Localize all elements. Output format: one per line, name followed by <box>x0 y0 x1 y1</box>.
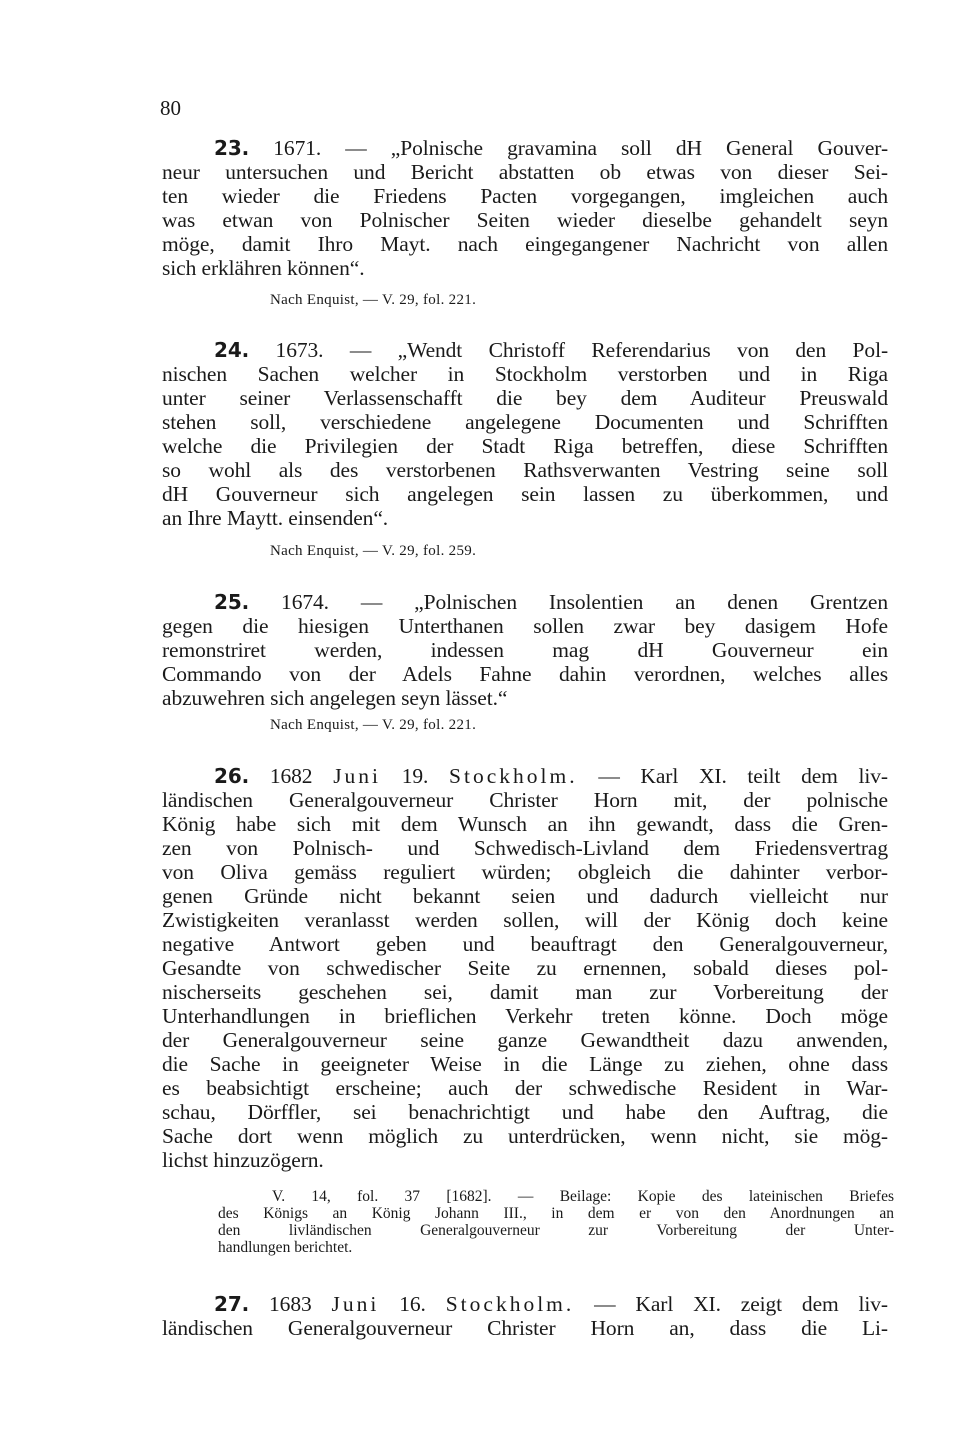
month: Juni <box>331 1292 380 1316</box>
text-line: Zwistigkeiten veranlasst werden sollen, will der König doch keine <box>162 908 888 932</box>
text-line: schau, Dörffler, sei benachrichtigt und habe den Auftrag, die <box>162 1100 888 1124</box>
text-line: möge, damit Ihro Mayt. nach eingegangener Nachricht von allen <box>162 232 888 256</box>
entry-first-line: 26. 1682 Juni 19. Stockholm. — Karl XI. teilt dem liv- <box>214 764 888 788</box>
entry-first-line: 23. 1671. — „Polnische gravamina soll dH General Gouver- <box>214 136 888 160</box>
text-line: ländischen Generalgouverneur Christer Horn an, dass die Li- <box>162 1316 888 1340</box>
text-line: es beabsichtigt erscheine; auch der schwedische Resident in War- <box>162 1076 888 1100</box>
note-line: des Königs an König Johann III., in dem er von den Anordnungen an <box>218 1205 894 1222</box>
text-line: neur untersuchen und Bericht abstatten ob etwas von dieser Sei- <box>162 160 888 184</box>
text-line: abzuwehren sich angelegen seyn lässet.“ <box>162 686 508 710</box>
text-line: dH Gouverneur sich angelegen sein lassen zu überkommen, und <box>162 482 888 506</box>
entry-first-line: 25. 1674. — „Polnischen Insolentien an denen Grentzen <box>214 590 888 614</box>
text-line: gegen die hiesigen Unterthanen sollen zwar bey dasigem Hofe <box>162 614 888 638</box>
text-line: so wohl als des verstorbenen Rathsverwanten Vestring seine soll <box>162 458 888 482</box>
text-line: ten wieder die Friedens Pacten vorgegangen, imgleichen auch <box>162 184 888 208</box>
text-line: von Oliva gemäss reguliert würden; obgleich die dahinter verbor- <box>162 860 888 884</box>
entry-number: 27. <box>214 1292 250 1316</box>
text-line: König habe sich mit dem Wunsch an ihn gewandt, dass die Gren- <box>162 812 888 836</box>
text-line: remonstriret werden, indessen mag dH Gouverneur ein <box>162 638 888 662</box>
place: Stockholm. <box>449 764 578 788</box>
entry-first-line: 24. 1673. — „Wendt Christoff Referendarius von den Pol- <box>214 338 888 362</box>
text-line: der Generalgouverneur seine ganze Gewandtheit dazu anwenden, <box>162 1028 888 1052</box>
month: Juni <box>333 764 382 788</box>
text-line: stehen soll, verschiedene angelegene Documenten und Schrifften <box>162 410 888 434</box>
text-line: lichst hinzuzögern. <box>162 1148 324 1172</box>
text-line: Commando von der Adels Fahne dahin verordnen, welches alles <box>162 662 888 686</box>
entry-number: 23. <box>214 136 250 160</box>
text-line: Sache dort wenn möglich zu unterdrücken, wenn nicht, sie mög- <box>162 1124 888 1148</box>
entry-first-line: 27. 1683 Juni 16. Stockholm. — Karl XI. zeigt dem liv- <box>214 1292 888 1316</box>
entry-number: 25. <box>214 590 250 614</box>
text-line: ländischen Generalgouverneur Christer Horn mit, der polnische <box>162 788 888 812</box>
place: Stockholm. <box>445 1292 575 1316</box>
source-citation: Nach Enquist, — V. 29, fol. 221. <box>270 717 477 733</box>
text-line: nischerseits geschehen sei, damit man zur Vorbereitung der <box>162 980 888 1004</box>
text-line: genen Gründe nicht bekannt seien und dadurch vielleicht nur <box>162 884 888 908</box>
text-line: sich erklähren können“. <box>162 256 365 280</box>
note-line: handlungen berichtet. <box>218 1239 353 1256</box>
text-line: welche die Privilegien der Stadt Riga betreffen, diese Schrifften <box>162 434 888 458</box>
entry-number: 24. <box>214 338 250 362</box>
text-line: zen von Polnisch- und Schwedisch-Livland dem Friedensvertrag <box>162 836 888 860</box>
page-number: 80 <box>160 96 181 120</box>
entry-number: 26. <box>214 764 250 788</box>
text-line: was etwan von Polnischer Seiten wieder dieselbe gehandelt seyn <box>162 208 888 232</box>
text-line: unter seiner Verlassenschafft die bey dem Auditeur Preuswald <box>162 386 888 410</box>
text-line: nischen Sachen welcher in Stockholm verstorben und in Riga <box>162 362 888 386</box>
text-line: Unterhandlungen in brieflichen Verkehr treten könne. Doch möge <box>162 1004 888 1028</box>
text-line: Gesandte von schwedischer Seite zu ernennen, sobald dieses pol- <box>162 956 888 980</box>
text-line: die Sache in geeigneter Weise in die Länge zu ziehen, ohne dass <box>162 1052 888 1076</box>
source-citation: Nach Enquist, — V. 29, fol. 259. <box>270 543 477 559</box>
note-line: V. 14, fol. 37 [1682]. — Beilage: Kopie des lateinischen Briefes <box>272 1188 894 1205</box>
text-line: an Ihre Maytt. einsenden“. <box>162 506 389 530</box>
source-citation: Nach Enquist, — V. 29, fol. 221. <box>270 292 477 308</box>
text-line: negative Antwort geben und beauftragt den Generalgouverneur, <box>162 932 888 956</box>
note-line: den livländischen Generalgouverneur zur Vorbereitung der Unter- <box>218 1222 894 1239</box>
